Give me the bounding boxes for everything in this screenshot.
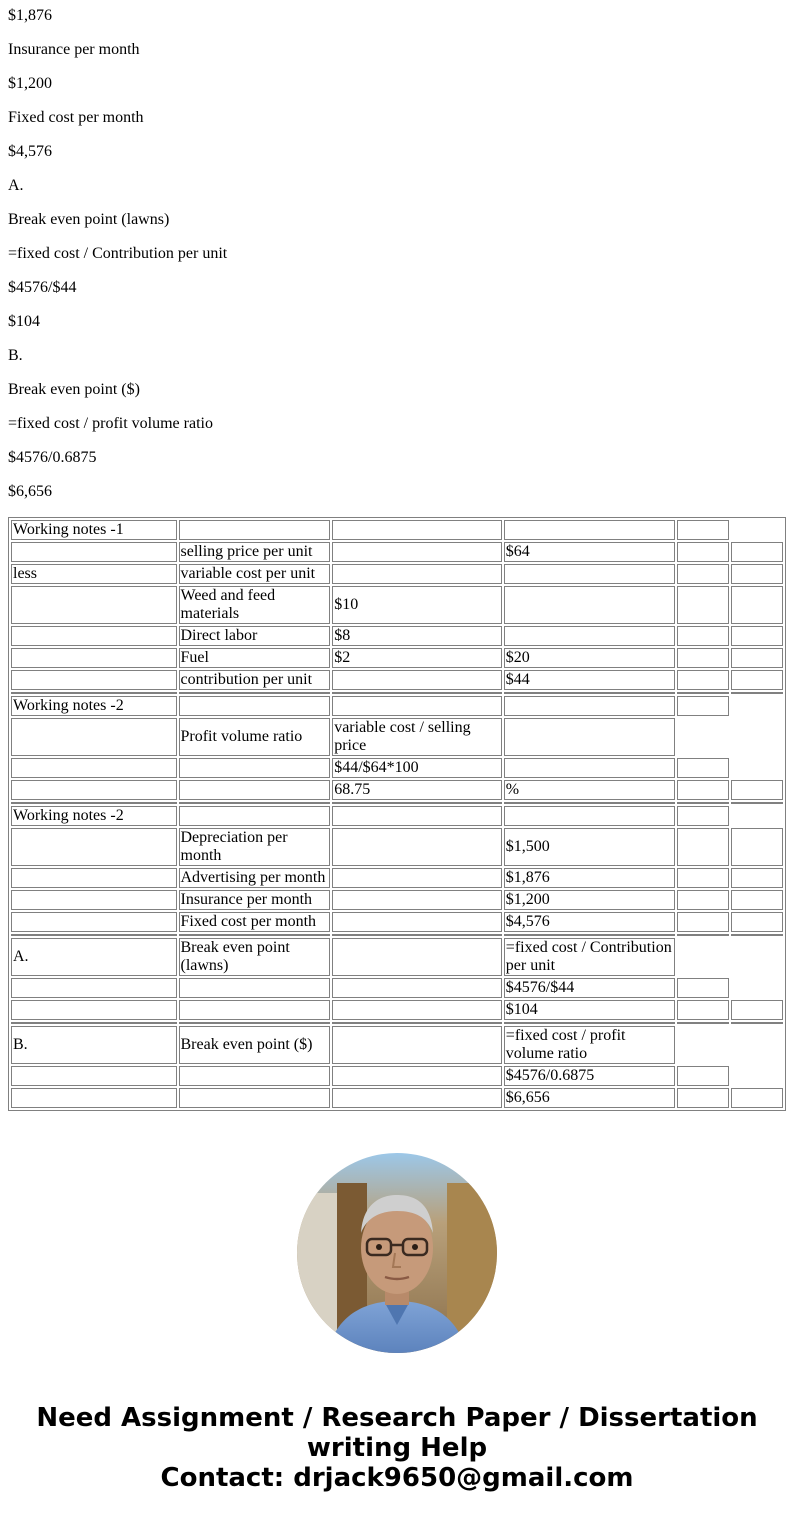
table-cell bbox=[677, 670, 729, 690]
table-separator bbox=[11, 934, 783, 936]
table-cell bbox=[11, 542, 177, 562]
table-cell bbox=[332, 1000, 502, 1020]
table-cell bbox=[677, 780, 729, 800]
table-cell bbox=[731, 626, 783, 646]
table-cell bbox=[332, 670, 502, 690]
table-separator bbox=[11, 692, 783, 694]
table-cell bbox=[677, 868, 729, 888]
table-separator bbox=[11, 802, 783, 804]
table-cell: Direct labor bbox=[179, 626, 331, 646]
text-line: =fixed cost / profit volume ratio bbox=[8, 415, 213, 432]
table-cell bbox=[179, 696, 331, 716]
table-cell bbox=[731, 758, 783, 778]
table-cell: $44/$64*100 bbox=[332, 758, 502, 778]
table-cell bbox=[677, 648, 729, 668]
table-cell bbox=[731, 868, 783, 888]
table-cell bbox=[731, 1026, 783, 1064]
table-cell: variable cost / selling price bbox=[332, 718, 502, 756]
text-line: $4576/$44 bbox=[8, 279, 77, 296]
table-row bbox=[11, 670, 783, 690]
text-line: $4576/0.6875 bbox=[8, 449, 97, 466]
table-row bbox=[11, 1066, 783, 1086]
table-row bbox=[11, 868, 783, 888]
table-cell: selling price per unit bbox=[179, 542, 331, 562]
table-cell: B. bbox=[11, 1026, 177, 1064]
text-line: B. bbox=[8, 347, 23, 364]
table-cell bbox=[11, 648, 177, 668]
table-row bbox=[11, 542, 783, 562]
table-cell bbox=[677, 1000, 729, 1020]
table-row bbox=[11, 890, 783, 910]
table-cell bbox=[332, 828, 502, 866]
table-cell bbox=[11, 1088, 177, 1108]
table-cell bbox=[731, 718, 783, 756]
table-cell bbox=[332, 806, 502, 826]
table-cell bbox=[332, 978, 502, 998]
table-cell: less bbox=[11, 564, 177, 584]
table-cell bbox=[332, 1066, 502, 1086]
table-cell bbox=[11, 828, 177, 866]
table-cell: Insurance per month bbox=[179, 890, 331, 910]
table-cell bbox=[677, 978, 729, 998]
table-cell: A. bbox=[11, 938, 177, 976]
table-cell bbox=[504, 520, 676, 540]
table-cell: variable cost per unit bbox=[179, 564, 331, 584]
working-notes-table bbox=[8, 517, 786, 1111]
table-cell bbox=[677, 938, 729, 976]
table-cell bbox=[731, 806, 783, 826]
table-cell: Depreciation per month bbox=[179, 828, 331, 866]
table-cell bbox=[179, 1000, 331, 1020]
table-cell bbox=[179, 1088, 331, 1108]
table-cell bbox=[11, 890, 177, 910]
table-cell bbox=[731, 696, 783, 716]
table-cell bbox=[11, 780, 177, 800]
table-cell bbox=[731, 938, 783, 976]
table-cell bbox=[677, 718, 729, 756]
table-cell bbox=[677, 626, 729, 646]
table-cell bbox=[11, 978, 177, 998]
table-cell: $44 bbox=[504, 670, 676, 690]
table-cell: Working notes -2 bbox=[11, 696, 177, 716]
table-cell bbox=[332, 912, 502, 932]
table-cell bbox=[677, 890, 729, 910]
table-cell: $4576/0.6875 bbox=[504, 1066, 676, 1086]
table-cell: $1,200 bbox=[504, 890, 676, 910]
table-cell: Fixed cost per month bbox=[179, 912, 331, 932]
table-cell bbox=[677, 1026, 729, 1064]
table-row bbox=[11, 806, 783, 826]
table-cell bbox=[731, 1000, 783, 1020]
table-cell bbox=[504, 696, 676, 716]
table-cell bbox=[731, 520, 783, 540]
table-cell: Break even point ($) bbox=[179, 1026, 331, 1064]
table-cell bbox=[11, 868, 177, 888]
table-cell: Working notes -2 bbox=[11, 806, 177, 826]
table-cell: $6,656 bbox=[504, 1088, 676, 1108]
table-cell bbox=[731, 780, 783, 800]
avatar-photo bbox=[297, 1153, 497, 1353]
table-cell bbox=[677, 696, 729, 716]
table-cell bbox=[11, 718, 177, 756]
table-cell bbox=[332, 542, 502, 562]
table-cell bbox=[731, 586, 783, 624]
table-cell: Advertising per month bbox=[179, 868, 331, 888]
table-row bbox=[11, 648, 783, 668]
text-line: $6,656 bbox=[8, 483, 52, 500]
table-cell bbox=[504, 806, 676, 826]
table-cell bbox=[11, 912, 177, 932]
table-cell: $20 bbox=[504, 648, 676, 668]
text-line: $4,576 bbox=[8, 143, 52, 160]
table-cell: Profit volume ratio bbox=[179, 718, 331, 756]
table-cell bbox=[179, 758, 331, 778]
table-row bbox=[11, 938, 783, 976]
table-cell bbox=[677, 912, 729, 932]
table-cell bbox=[677, 1066, 729, 1086]
table-cell bbox=[731, 890, 783, 910]
promo-footer bbox=[0, 1403, 794, 1493]
text-line: Break even point (lawns) bbox=[8, 211, 170, 228]
table-cell bbox=[731, 1066, 783, 1086]
table-cell bbox=[11, 670, 177, 690]
table-cell: $104 bbox=[504, 1000, 676, 1020]
table-row bbox=[11, 586, 783, 624]
promo-line: writing Help bbox=[306, 1433, 488, 1463]
table-row bbox=[11, 520, 783, 540]
table-cell: Break even point (lawns) bbox=[179, 938, 331, 976]
table-cell: Working notes -1 bbox=[11, 520, 177, 540]
table-row bbox=[11, 758, 783, 778]
table-cell bbox=[731, 828, 783, 866]
table-cell: $8 bbox=[332, 626, 502, 646]
table-cell: contribution per unit bbox=[179, 670, 331, 690]
table-cell bbox=[332, 1088, 502, 1108]
table-cell bbox=[504, 718, 676, 756]
table-cell bbox=[677, 542, 729, 562]
table-cell bbox=[332, 1026, 502, 1064]
table-cell bbox=[504, 586, 676, 624]
table-cell bbox=[332, 868, 502, 888]
table-cell bbox=[179, 1066, 331, 1086]
contact-line: Contact: drjack9650@gmail.com bbox=[160, 1463, 634, 1493]
table-cell bbox=[731, 978, 783, 998]
table-row bbox=[11, 696, 783, 716]
text-line: A. bbox=[8, 177, 24, 194]
table-cell bbox=[677, 520, 729, 540]
table-cell bbox=[11, 1066, 177, 1086]
text-line: $104 bbox=[8, 313, 40, 330]
table-cell bbox=[731, 648, 783, 668]
table-cell bbox=[731, 1088, 783, 1108]
table-row bbox=[11, 780, 783, 800]
text-line: $1,200 bbox=[8, 75, 52, 92]
table-cell: Fuel bbox=[179, 648, 331, 668]
table-cell bbox=[504, 758, 676, 778]
table-row bbox=[11, 626, 783, 646]
table-cell bbox=[677, 1088, 729, 1108]
table-cell: =fixed cost / Contribution per unit bbox=[504, 938, 676, 976]
table-cell bbox=[11, 1000, 177, 1020]
table-row bbox=[11, 828, 783, 866]
table-row bbox=[11, 564, 783, 584]
table-row bbox=[11, 912, 783, 932]
table-cell bbox=[179, 806, 331, 826]
promo-line: Need Assignment / Research Paper / Dissertation bbox=[36, 1403, 758, 1433]
table-cell bbox=[332, 696, 502, 716]
table-row bbox=[11, 978, 783, 998]
table-row bbox=[11, 718, 783, 756]
table-cell bbox=[332, 890, 502, 910]
text-line: Fixed cost per month bbox=[8, 109, 144, 126]
table-cell: $4576/$44 bbox=[504, 978, 676, 998]
table-cell: $1,876 bbox=[504, 868, 676, 888]
table-cell bbox=[332, 938, 502, 976]
table-separator bbox=[11, 1022, 783, 1024]
table-cell bbox=[677, 586, 729, 624]
table-cell bbox=[332, 520, 502, 540]
table-cell bbox=[731, 670, 783, 690]
table-row bbox=[11, 1000, 783, 1020]
table-cell bbox=[677, 564, 729, 584]
avatar bbox=[297, 1153, 497, 1353]
table-cell: $1,500 bbox=[504, 828, 676, 866]
text-line: $1,876 bbox=[8, 7, 52, 24]
table-cell: $10 bbox=[332, 586, 502, 624]
table-cell: % bbox=[504, 780, 676, 800]
text-line: Insurance per month bbox=[8, 41, 140, 58]
table-cell bbox=[504, 564, 676, 584]
table-cell bbox=[731, 542, 783, 562]
table-cell bbox=[731, 912, 783, 932]
table-cell: 68.75 bbox=[332, 780, 502, 800]
table-cell: $2 bbox=[332, 648, 502, 668]
table-cell bbox=[504, 626, 676, 646]
table-cell bbox=[179, 978, 331, 998]
answer-text bbox=[0, 0, 794, 509]
table-cell bbox=[332, 564, 502, 584]
table-cell bbox=[677, 758, 729, 778]
table-cell bbox=[731, 564, 783, 584]
table-cell bbox=[11, 626, 177, 646]
table-cell: =fixed cost / profit volume ratio bbox=[504, 1026, 676, 1064]
table-row bbox=[11, 1088, 783, 1108]
text-line: Break even point ($) bbox=[8, 381, 140, 398]
table-cell: $4,576 bbox=[504, 912, 676, 932]
table-cell bbox=[11, 586, 177, 624]
table-cell bbox=[677, 828, 729, 866]
table-cell: $64 bbox=[504, 542, 676, 562]
text-line: =fixed cost / Contribution per unit bbox=[8, 245, 228, 262]
table-row bbox=[11, 1026, 783, 1064]
table-cell: Weed and feed materials bbox=[179, 586, 331, 624]
table-cell bbox=[677, 806, 729, 826]
table-cell bbox=[11, 758, 177, 778]
table-cell bbox=[179, 780, 331, 800]
table-cell bbox=[179, 520, 331, 540]
